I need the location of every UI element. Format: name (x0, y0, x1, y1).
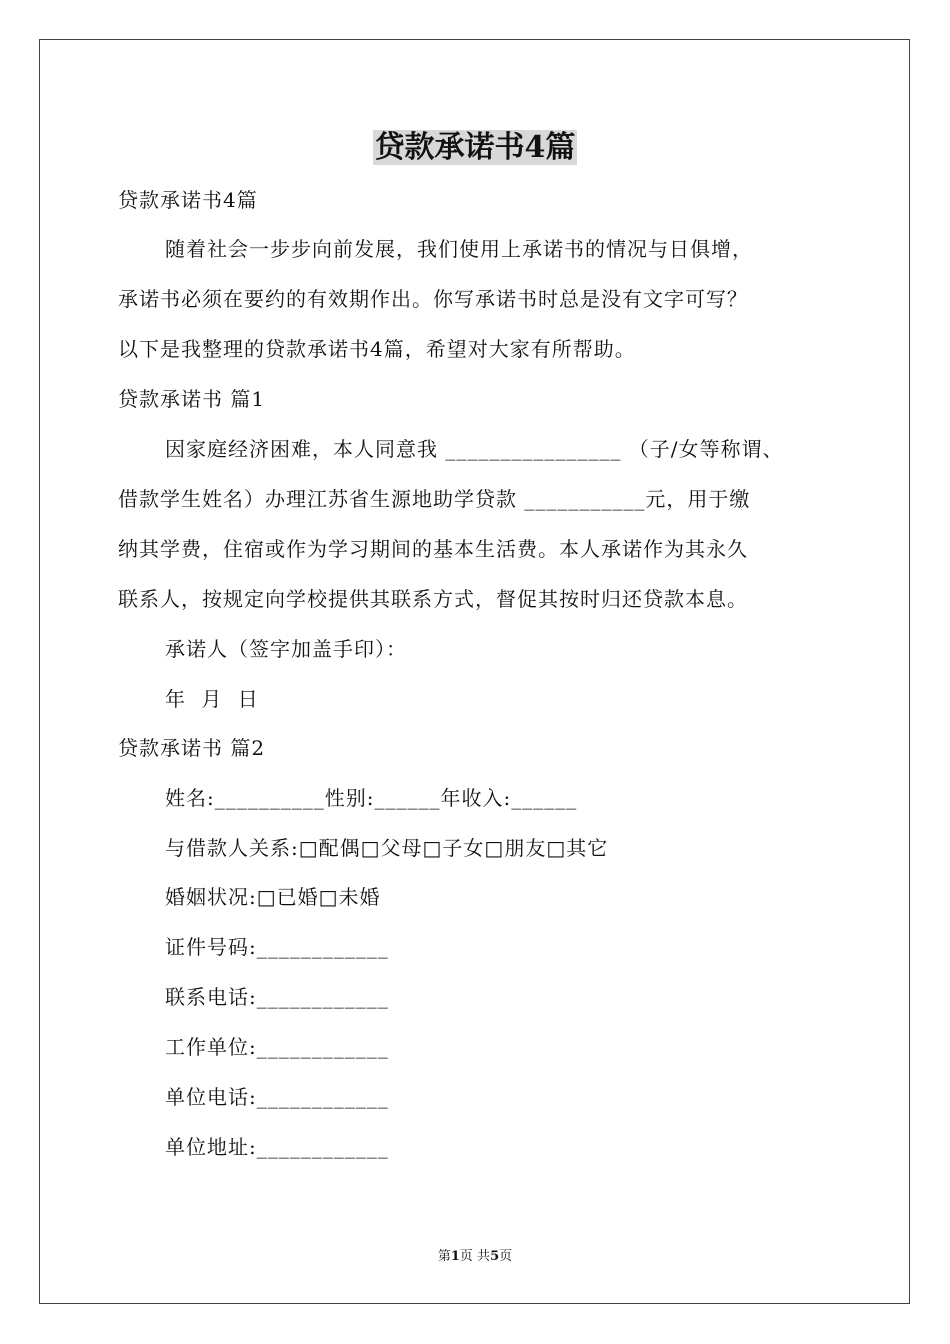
page-suffix: 页 (499, 1249, 513, 1264)
form-field-line: 证件号码:____________ (165, 935, 389, 959)
paragraph-line: 因家庭经济困难，本人同意我 ________________ （子/女等称谓、 (165, 437, 784, 461)
form-field-line: 联系电话:____________ (165, 985, 389, 1009)
document-title (0, 126, 950, 170)
date-line: 年 月 日 (165, 687, 259, 711)
signature-line: 承诺人（签字加盖手印）： (165, 637, 407, 661)
form-field-line: 与借款人关系:□配偶□父母□子女□朋友□其它 (165, 836, 609, 860)
paragraph-line: 以下是我整理的贷款承诺书4篇，希望对大家有所帮助。 (118, 337, 636, 361)
paragraph-line: 承诺书必须在要约的有效期作出。你写承诺书时总是没有文字可写？ (118, 287, 748, 311)
paragraph-line: 随着社会一步步向前发展，我们使用上承诺书的情况与日俱增， (165, 237, 753, 261)
page-border (39, 39, 910, 1304)
page-footer (0, 1248, 950, 1266)
form-field-line: 婚姻状况:□已婚□未婚 (165, 885, 381, 909)
form-field-line: 姓名:__________性别:______年收入:______ (165, 786, 578, 810)
paragraph-line: 纳其学费，住宿或作为学习期间的基本生活费。本人承诺作为其永久 (118, 537, 748, 561)
page-mid: 页 共 (459, 1249, 491, 1264)
current-page-number: 1 (450, 1249, 460, 1264)
paragraph-line: 借款学生姓名）办理江苏省生源地助学贷款 ___________元，用于缴 (118, 487, 751, 511)
form-field-line: 工作单位:____________ (165, 1035, 389, 1059)
form-field-line: 单位电话:____________ (165, 1085, 389, 1109)
paragraph-line: 联系人，按规定向学校提供其联系方式，督促其按时归还贷款本息。 (118, 587, 748, 611)
intro-heading: 贷款承诺书4篇 (118, 188, 258, 212)
section-heading: 贷款承诺书 篇2 (118, 736, 266, 760)
form-field-line: 单位地址:____________ (165, 1135, 389, 1159)
total-page-count: 5 (490, 1249, 500, 1264)
section-heading: 贷款承诺书 篇1 (118, 387, 266, 411)
page-prefix: 第 (437, 1249, 451, 1264)
document-title-text: 贷款承诺书4篇 (374, 130, 576, 165)
